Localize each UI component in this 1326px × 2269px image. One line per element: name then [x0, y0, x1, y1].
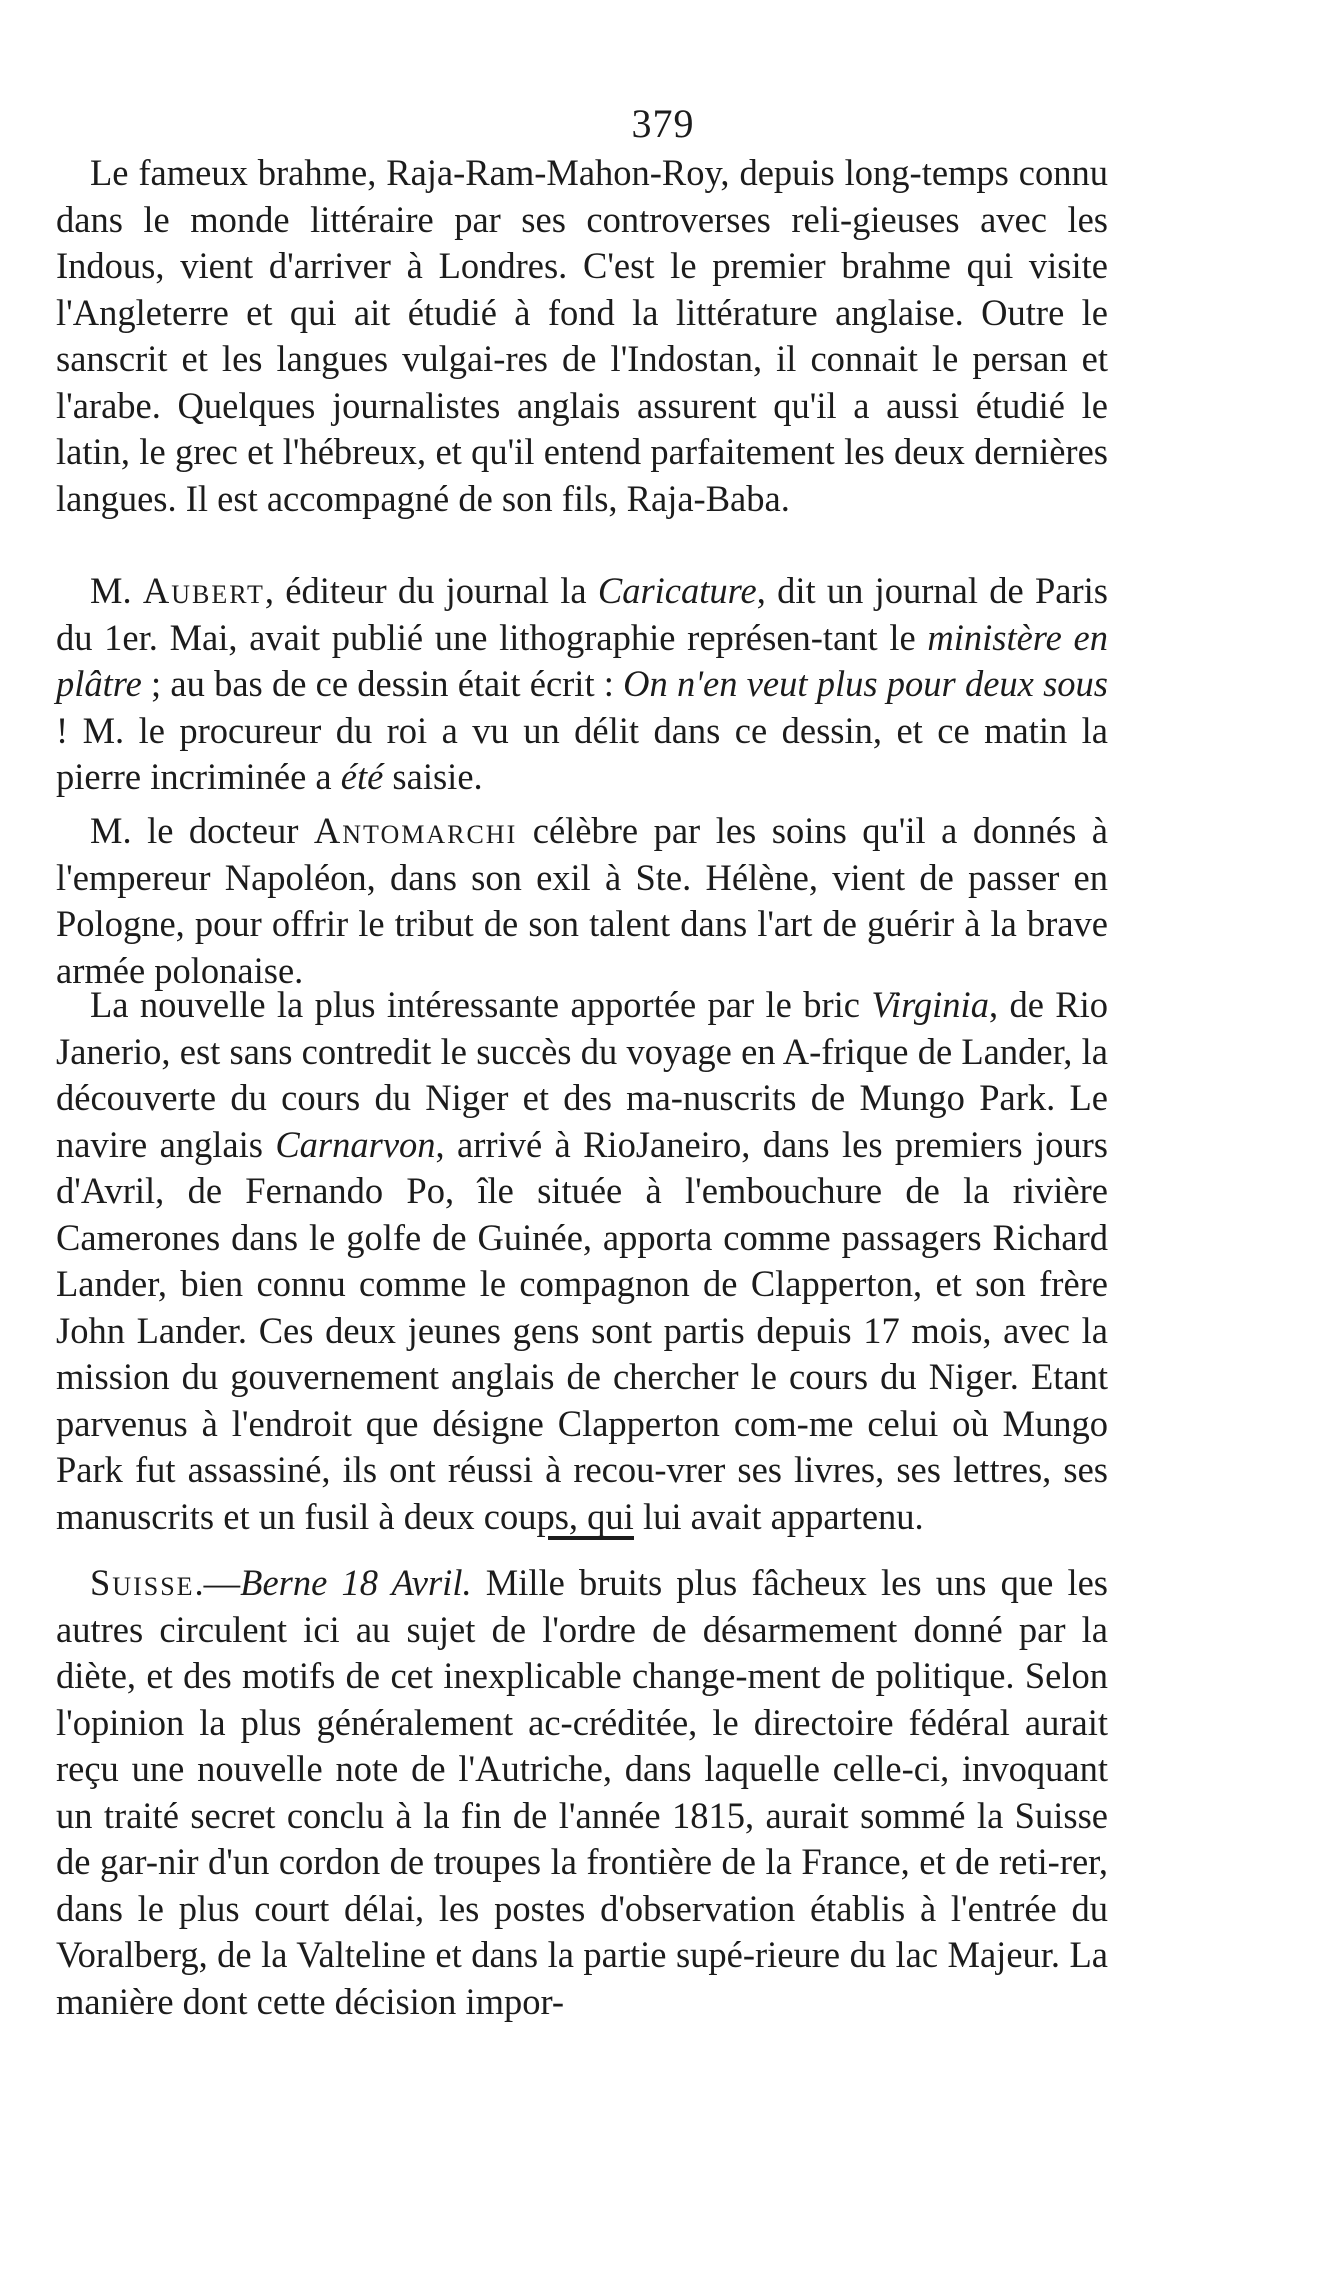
news-text-emphasis: été — [340, 756, 384, 797]
news-brahme — [56, 150, 1108, 522]
lithograph-caption: On n'en veut plus pour deux sous — [623, 663, 1108, 704]
lithograph-title: ministère en plâtre — [56, 616, 1108, 704]
person-name: Aubert — [142, 570, 265, 611]
news-text: ; au bas de ce dessin était écrit : — [141, 663, 624, 704]
news-text: Mille bruits plus fâcheux les uns que les autres circulent ici au sujet de l'ordre de désarmement donné par la diète, et des motifs de cet inexplicable change-ment de politique. Selon l'opinion la plus généralement ac-créditée, le directoire fédéral aurait reçu une nouvelle note de l'Autriche, dans laquelle celle-ci, invoquant un traité secret conclu à la fin de l'année 1815, aurait sommé la Suisse de gar-nir d'un cordon de troupes la frontière de la France, et de reti-rer, dans le plus court délai, les postes d'observation établis à l'entrée du Voralberg, de la Valteline et dans la partie supé-rieure du lac Majeur. La manière dont cette décision impor- — [56, 1562, 1108, 2022]
news-text: Le fameux brahme, Raja-Ram-Mahon-Roy, depuis long-temps connu dans le monde littéraire par ses controverses reli-gieuses avec les Indous, vient d'arriver à Londres. C'est le premier brahme qui visite l'Angleterre et qui ait étudié à fond la littérature anglaise. Outre le sanscrit et les langues vulgai-res de l'Indostan, il connait le persan et l'arabe. Quelques journalistes anglais assurent qu'il a aussi étudié le latin, le grec et l'hébreux, et qu'il entend parfaitement les deux dernières langues. Il est accompagné de son fils, Raja-Baba. — [56, 152, 1108, 519]
news-text: La nouvelle la plus intéressante apportée par le bric — [90, 984, 872, 1025]
news-paragraph — [56, 808, 1108, 994]
news-caricature — [56, 568, 1108, 801]
page-number: 379 — [631, 101, 695, 146]
news-paragraph — [56, 982, 1108, 1540]
news-antomarchi — [56, 808, 1108, 994]
news-text: , éditeur du journal la — [264, 570, 598, 611]
dateline: Berne 18 Avril. — [240, 1562, 472, 1603]
ship-name: Virginia — [871, 984, 989, 1025]
person-name: Antomarchi — [313, 810, 518, 851]
news-paragraph — [56, 150, 1108, 522]
news-text: M. le docteur — [90, 810, 314, 851]
news-text: M. — [90, 570, 143, 611]
ship-name: Carnarvon — [275, 1123, 436, 1165]
journal-title: Caricature — [597, 570, 757, 611]
news-text: célèbre par les soins qu'il a donnés à l'empereur Napoléon, dans son exil à Ste. Hélène, vient de passer en Pologne, pour offrir le tribut de son talent dans l'art de guérir à la brave armée polonaise. — [56, 810, 1108, 991]
news-text: .— — [194, 1562, 241, 1603]
news-paragraph — [56, 1560, 1108, 2025]
news-text: ! M. le procureur du roi a vu un délit dans ce dessin, et ce matin la pierre incriminée a — [56, 709, 1108, 797]
news-text: , de Rio Janerio, est sans contredit le succès du voyage en A-frique de Lander, la découverte du cours du Niger et des ma-nuscrits de Mungo Park. Le navire anglais — [56, 984, 1109, 1165]
news-suisse — [56, 1560, 1108, 2025]
news-text: , arrivé à RioJaneiro, dans les premiers jours d'Avril, de Fernando Po, île située à l'embouchure de la rivière Camerones dans le golfe de Guinée, apporta comme passagers Richard Lander, bien connu comme le compagnon de Clapperton, et son frère John Lander. Ces deux jeunes gens sont partis depuis 17 mois, avec la mission du gouvernement anglais de chercher le cours du Niger. Etant parvenus à l'endroit que désigne Clapperton com-me celui où Mungo Park fut assassiné, ils ont réussi à recou-vrer ses livres, ses lettres, ses manuscrits et un fusil à deux coups, qui lui avait appartenu. — [56, 1123, 1108, 1537]
news-text: , dit un journal de Paris du 1er. Mai, avait publié une lithographie représen-tant le — [56, 570, 1108, 658]
news-paragraph — [56, 568, 1108, 801]
news-text: saisie. — [383, 756, 483, 797]
section-divider — [548, 1536, 634, 1540]
news-lander — [56, 982, 1108, 1540]
country-heading: Suisse — [90, 1562, 195, 1603]
